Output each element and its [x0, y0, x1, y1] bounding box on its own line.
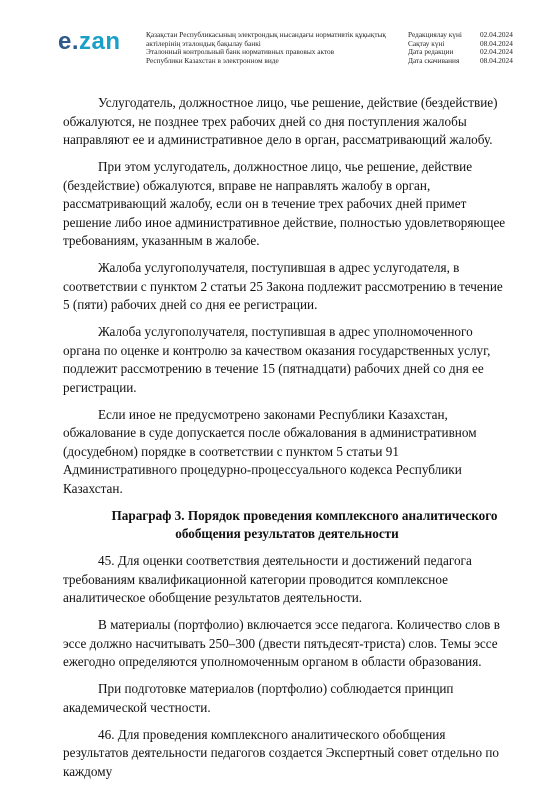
paragraph: При подготовке материалов (портфолио) соблюдается принцип академической честности. — [63, 681, 454, 715]
paragraph: Жалоба услугополучателя, поступившая в адрес услугодателя, в соответствии с пунктом 2 статьи 25 Закона подлежит рассмотрению в течение 5 (пяти) рабочих дней со дня ее регистрации. — [63, 260, 503, 312]
document-body — [63, 94, 511, 790]
date-row — [408, 57, 513, 66]
logo-accent-text: zan — [79, 28, 121, 55]
paragraph: Услугодатель, должностное лицо, чье решение, действие (бездействие) обжалуются, не позднее трех рабочих дней со дня поступления жалобы направляют ее и административное дело в орган, рассматривающий жалобу. — [63, 95, 498, 147]
paragraph: При этом услугодатель, должностное лицо, чье решение, действие (бездействие) обжалуются, вправе не направлять жалобу в орган, рассматривающий жалобу, если он в течение трех рабочих дней примет решение либо иное административное действие, полностью удовлетворяющее требованиям, указанным в жалобе. — [63, 159, 506, 248]
date-value: 02.04.2024 — [480, 47, 513, 56]
paragraph: Жалоба услугополучателя, поступившая в адрес уполномоченного органа по оценке и контролю за качеством оказания государственных услуг, подлежит рассмотрению в течение 15 (пятнадцати) рабочих дней со дня ее регистрации. — [63, 324, 491, 395]
page-header — [0, 0, 557, 80]
header-line: Республики Казахстан в электронном виде — [146, 56, 279, 65]
logo-main-text: e. — [58, 28, 80, 55]
header-line: Эталонный контрольный банк нормативных правовых актов — [146, 48, 335, 56]
date-label: Сақтау күні — [408, 38, 445, 48]
ezan-logo — [58, 30, 121, 54]
paragraph: В материалы (портфолио) включается эссе педагога. Количество слов в эссе должно насчитывать 250–300 (двести пятьдесят-триста) слов. Темы эссе ежегодно определяются уполномоченным органом в области образования. — [63, 617, 500, 669]
header-dates — [408, 31, 513, 65]
section-heading: Параграф 3. Порядок проведения комплексного аналитического обобщения результатов деятельности — [111, 507, 498, 541]
date-value: 02.04.2024 — [480, 30, 513, 39]
header-line: Қазақстан Республикасының электрондық нысандағы нормативтік құқықтық — [146, 31, 386, 39]
paragraph: 45. Для оценки соответствия деятельности и достижений педагога требованиям квалификационной категории проводится комплексное аналитическое обобщение результатов деятельности. — [63, 553, 472, 605]
header-description — [146, 31, 386, 65]
date-value: 08.04.2024 — [480, 38, 513, 48]
header-line: актілерінің эталондық бақылау банкі — [146, 39, 261, 48]
paragraph: 46. Для проведения комплексного аналитического обобщения результатов деятельности педагогов создается Экспертный совет отдельно по каждому — [63, 726, 500, 779]
date-label: Редакциялау күні — [408, 30, 462, 39]
paragraph: Если иное не предусмотрено законами Республики Казахстан, обжалование в суде допускается после обжалования в административном (досудебном) порядке в соответствии с пунктом 5 статьи 91 Административного процедурно-процессуального кодекса Республики Казахстан. — [63, 406, 477, 496]
date-label: Дата скачивания — [408, 55, 460, 65]
date-value: 08.04.2024 — [480, 55, 513, 65]
date-label: Дата редакции — [408, 47, 454, 56]
